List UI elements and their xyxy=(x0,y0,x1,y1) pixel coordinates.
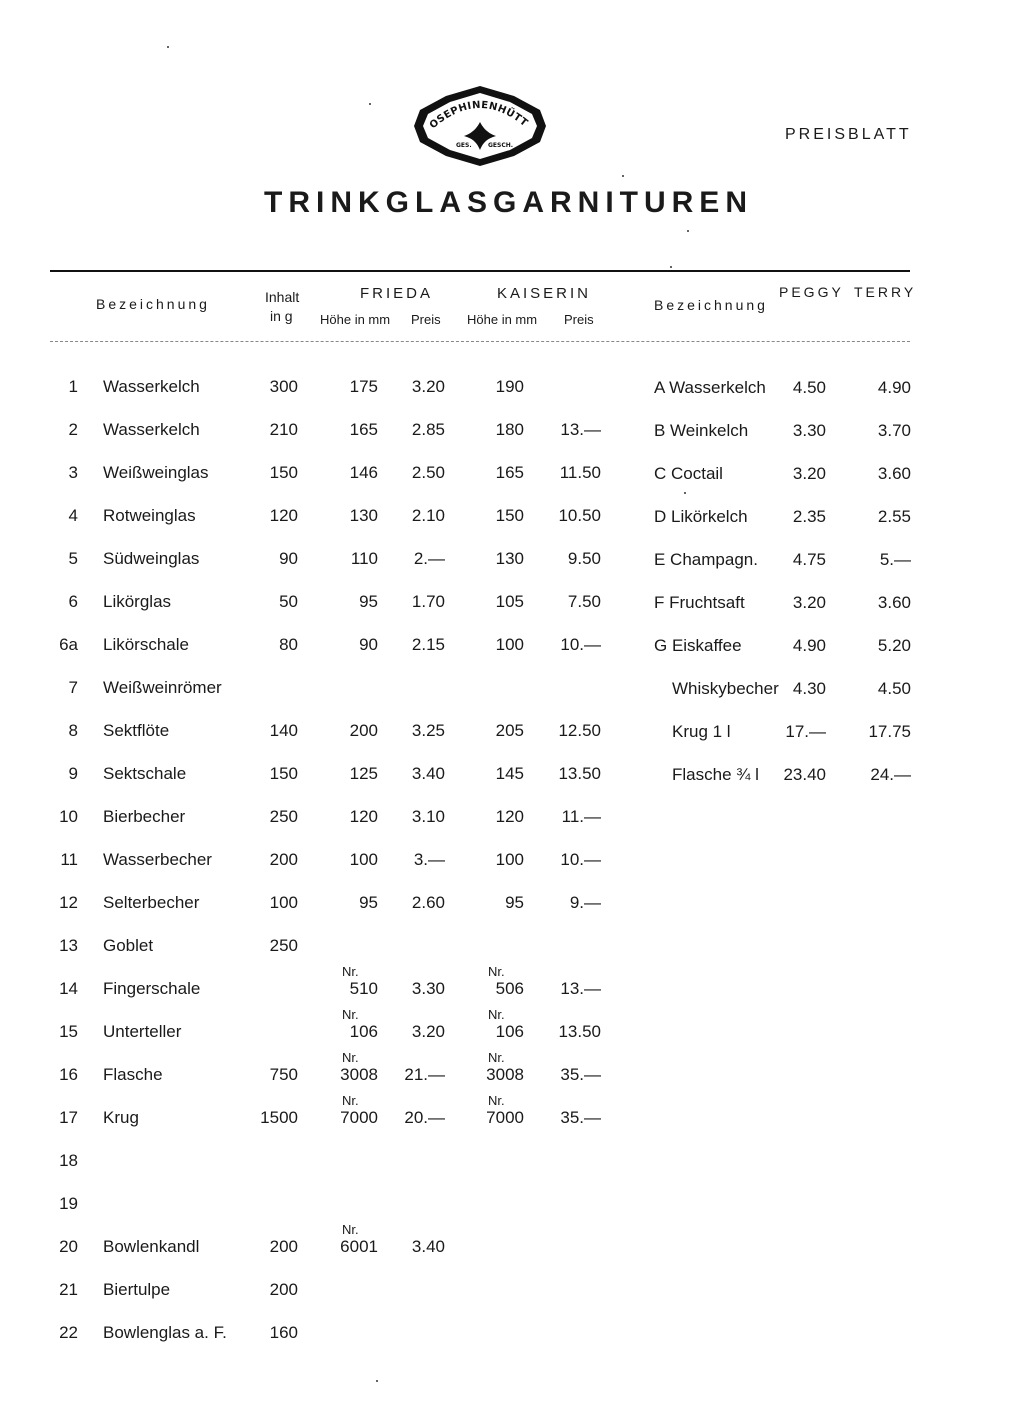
cell-inhalt: 200 xyxy=(269,1237,298,1256)
cell-name: E Champagn. xyxy=(654,550,758,569)
cell-f-hoehe: 106 xyxy=(349,1022,378,1041)
cell-inhalt: 250 xyxy=(269,936,298,955)
cell-nr-label: Nr. xyxy=(488,1093,505,1108)
cell-inhalt: 150 xyxy=(269,764,298,783)
header-separator xyxy=(50,341,910,342)
cell-peggy: 3.20 xyxy=(792,593,826,612)
cell-inhalt: 120 xyxy=(269,506,298,525)
cell-k-hoehe xyxy=(476,1279,524,1301)
cell-inhalt xyxy=(250,1021,298,1043)
cell-terry: 17.75 xyxy=(868,722,911,741)
cell-peggy: 3.20 xyxy=(792,464,826,483)
cell-name: Bowlenglas a. F. xyxy=(103,1323,227,1342)
cell-f-preis: 1.70 xyxy=(411,592,445,611)
cell-name: Wasserkelch xyxy=(103,420,200,439)
cell-peggy: 4.90 xyxy=(792,636,826,655)
cell-peggy: 4.30 xyxy=(792,679,826,698)
cell-f-preis: 2.— xyxy=(413,549,445,568)
cell-inhalt: 140 xyxy=(269,721,298,740)
cell-f-preis: 3.40 xyxy=(411,1237,445,1256)
cell-f-hoehe: 6001 xyxy=(340,1237,378,1256)
cell-peggy: 17.— xyxy=(785,722,826,741)
cell-k-preis xyxy=(548,1150,601,1172)
cell-k-preis: 9.50 xyxy=(567,549,601,568)
cell-k-hoehe xyxy=(476,1322,524,1344)
cell-k-preis: 10.— xyxy=(560,635,601,654)
cell-f-hoehe xyxy=(330,935,378,957)
cell-f-hoehe xyxy=(330,1322,378,1344)
cell-k-preis: 11.— xyxy=(561,807,601,826)
cell-name: Weißweinrömer xyxy=(103,678,222,697)
cell-f-hoehe: 3008 xyxy=(340,1065,378,1084)
cell-f-hoehe: 90 xyxy=(359,635,378,654)
cell-inhalt: 750 xyxy=(269,1065,298,1084)
cell-inhalt xyxy=(250,677,298,699)
cell-name: D Likörkelch xyxy=(654,507,748,526)
header-terry: TERRY xyxy=(854,284,917,300)
cell-k-hoehe: 106 xyxy=(495,1022,524,1041)
cell-no: 14 xyxy=(59,979,78,998)
cell-f-hoehe: 510 xyxy=(349,979,378,998)
cell-name: Goblet xyxy=(103,936,154,955)
cell-f-preis: 3.20 xyxy=(411,377,445,396)
cell-k-hoehe: 100 xyxy=(495,850,524,869)
cell-no: 16 xyxy=(59,1065,78,1084)
cell-k-preis: 10.— xyxy=(560,850,601,869)
cell-peggy: 2.35 xyxy=(792,507,826,526)
cell-f-preis xyxy=(400,1322,445,1344)
cell-inhalt: 90 xyxy=(279,549,298,568)
cell-f-preis: 2.10 xyxy=(411,506,445,525)
cell-nr-label: Nr. xyxy=(488,1050,505,1065)
cell-k-preis: 9.— xyxy=(569,893,601,912)
cell-f-hoehe: 200 xyxy=(349,721,378,740)
cell-f-hoehe: 100 xyxy=(349,850,378,869)
cell-f-hoehe: 125 xyxy=(349,764,378,783)
header-right-bezeichnung: Bezeichnung xyxy=(654,297,768,313)
cell-f-hoehe xyxy=(330,1279,378,1301)
header-kaiserin-hoehe: Höhe in mm xyxy=(467,312,538,327)
header-frieda: FRIEDA xyxy=(360,285,434,302)
cell-name: Wasserkelch xyxy=(103,377,200,396)
cell-f-preis: 20.— xyxy=(404,1108,445,1127)
cell-f-hoehe xyxy=(330,1193,378,1215)
header-inhalt-unit: in g xyxy=(270,308,293,324)
cell-no: 1 xyxy=(68,377,78,396)
cell-k-preis xyxy=(548,935,601,957)
cell-k-preis: 12.50 xyxy=(558,721,601,740)
cell-inhalt: 300 xyxy=(269,377,298,396)
logo-text-top: OSEPHINENHÜTT xyxy=(427,99,530,132)
cell-f-preis: 3.10 xyxy=(411,807,445,826)
header-kaiserin-preis: Preis xyxy=(564,312,594,327)
cell-inhalt: 80 xyxy=(279,635,298,654)
cell-terry: 4.50 xyxy=(877,679,911,698)
cell-f-preis: 2.60 xyxy=(411,893,445,912)
speck xyxy=(167,46,169,48)
speck xyxy=(622,175,624,177)
cell-k-hoehe: 180 xyxy=(495,420,524,439)
cell-name: Unterteller xyxy=(103,1022,182,1041)
cell-k-preis: 13.— xyxy=(560,420,601,439)
cell-f-hoehe: 95 xyxy=(359,592,378,611)
cell-f-preis: 3.40 xyxy=(411,764,445,783)
cell-k-preis xyxy=(548,677,601,699)
cell-peggy: 4.75 xyxy=(792,550,826,569)
cell-no: 3 xyxy=(68,463,78,482)
cell-k-preis xyxy=(548,1193,601,1215)
cell-k-hoehe: 3008 xyxy=(486,1065,524,1084)
cell-f-preis: 2.85 xyxy=(411,420,445,439)
cell-inhalt: 100 xyxy=(269,893,298,912)
header-frieda-hoehe: Höhe in mm xyxy=(320,312,391,327)
cell-name: Südweinglas xyxy=(103,549,200,568)
speck xyxy=(687,230,689,232)
cell-terry: 5.20 xyxy=(877,636,911,655)
cell-name: C Coctail xyxy=(654,464,723,483)
cell-f-preis: 3.— xyxy=(413,850,445,869)
cell-terry: 2.55 xyxy=(877,507,911,526)
cell-f-preis: 3.20 xyxy=(411,1022,445,1041)
cell-f-preis xyxy=(400,677,445,699)
cell-no: 2 xyxy=(68,420,78,439)
cell-f-preis: 3.25 xyxy=(411,721,445,740)
cell-name: Wasserbecher xyxy=(103,850,212,869)
cell-terry: 5.— xyxy=(879,550,911,569)
cell-inhalt: 250 xyxy=(269,807,298,826)
cell-nr-label: Nr. xyxy=(342,1050,359,1065)
cell-inhalt: 50 xyxy=(279,592,298,611)
cell-terry: 3.60 xyxy=(877,593,911,612)
cell-k-preis: 13.— xyxy=(560,979,601,998)
cell-f-preis xyxy=(400,1150,445,1172)
cell-k-hoehe: 100 xyxy=(495,635,524,654)
cell-f-preis: 2.15 xyxy=(411,635,445,654)
cell-no: 19 xyxy=(59,1194,78,1213)
cell-nr-label: Nr. xyxy=(342,1093,359,1108)
cell-k-preis: 35.— xyxy=(560,1108,601,1127)
cell-k-hoehe xyxy=(476,1193,524,1215)
cell-name: Rotweinglas xyxy=(103,506,196,525)
cell-no: 20 xyxy=(59,1237,78,1256)
cell-name: Whiskybecher xyxy=(672,679,779,698)
cell-k-hoehe: 190 xyxy=(495,377,524,396)
cell-name xyxy=(103,1193,263,1215)
header-rule xyxy=(50,270,910,272)
cell-name: Bierbecher xyxy=(103,807,186,826)
cell-k-preis: 35.— xyxy=(560,1065,601,1084)
cell-name: Krug 1 l xyxy=(672,722,731,741)
cell-k-hoehe xyxy=(476,1236,524,1258)
cell-k-preis xyxy=(548,376,601,398)
cell-nr-label: Nr. xyxy=(342,1007,359,1022)
speck xyxy=(369,103,371,105)
josephinenhuette-logo xyxy=(410,84,550,168)
cell-no: 7 xyxy=(68,678,78,697)
cell-inhalt: 150 xyxy=(269,463,298,482)
cell-no: 9 xyxy=(68,764,78,783)
cell-nr-label: Nr. xyxy=(488,964,505,979)
cell-no: 13 xyxy=(59,936,78,955)
cell-name: Krug xyxy=(103,1108,139,1127)
cell-name: Sektschale xyxy=(103,764,187,783)
cell-k-preis xyxy=(548,1236,601,1258)
cell-f-hoehe xyxy=(330,677,378,699)
cell-name: Weißweinglas xyxy=(103,463,209,482)
cell-k-hoehe: 95 xyxy=(505,893,524,912)
cell-k-preis: 10.50 xyxy=(558,506,601,525)
cell-no: 6 xyxy=(68,592,78,611)
cell-f-hoehe: 120 xyxy=(349,807,378,826)
cell-k-preis: 11.50 xyxy=(559,463,601,482)
cell-name: F Fruchtsaft xyxy=(654,593,745,612)
cell-f-hoehe: 130 xyxy=(349,506,378,525)
cell-terry: 3.70 xyxy=(877,421,911,440)
cell-nr-label: Nr. xyxy=(488,1007,505,1022)
cell-terry: 4.90 xyxy=(877,378,911,397)
preisblatt-label: PREISBLATT xyxy=(785,126,912,143)
page-title: TRINKGLASGARNITUREN xyxy=(264,186,753,219)
cell-no: 12 xyxy=(59,893,78,912)
cell-name: Flasche ¾ l xyxy=(672,765,759,784)
cell-k-preis: 13.50 xyxy=(558,764,601,783)
cell-name: B Weinkelch xyxy=(654,421,749,440)
cell-k-preis: 7.50 xyxy=(567,592,601,611)
cell-inhalt xyxy=(250,1193,298,1215)
cell-f-hoehe: 146 xyxy=(349,463,378,482)
cell-f-hoehe: 95 xyxy=(359,893,378,912)
cell-k-hoehe: 105 xyxy=(495,592,524,611)
cell-f-hoehe: 110 xyxy=(350,549,378,568)
cell-terry: 3.60 xyxy=(877,464,911,483)
cell-k-hoehe: 145 xyxy=(495,764,524,783)
cell-peggy: 3.30 xyxy=(792,421,826,440)
cell-k-hoehe xyxy=(476,677,524,699)
cell-name: Flasche xyxy=(103,1065,163,1084)
cell-f-hoehe: 165 xyxy=(349,420,378,439)
cell-f-hoehe: 7000 xyxy=(340,1108,378,1127)
cell-name: Likörschale xyxy=(103,635,189,654)
cell-k-hoehe: 506 xyxy=(495,979,524,998)
speck xyxy=(376,1380,378,1382)
cell-k-hoehe xyxy=(476,1150,524,1172)
cell-name: G Eiskaffee xyxy=(654,636,742,655)
cell-no: 5 xyxy=(68,549,78,568)
cell-nr-label: Nr. xyxy=(342,1222,359,1237)
cell-f-preis xyxy=(400,1279,445,1301)
logo-text-ges: GES. xyxy=(456,142,472,149)
cell-inhalt: 160 xyxy=(269,1323,298,1342)
cell-no: 10 xyxy=(59,807,78,826)
cell-no: 22 xyxy=(59,1323,78,1342)
cell-k-hoehe xyxy=(476,935,524,957)
cell-no: 11 xyxy=(60,850,78,869)
cell-k-hoehe: 120 xyxy=(495,807,524,826)
cell-no: 4 xyxy=(68,506,78,525)
cell-terry: 24.— xyxy=(870,765,911,784)
header-bezeichnung: Bezeichnung xyxy=(96,296,210,312)
cell-no: 6a xyxy=(59,635,78,654)
cell-no: 17 xyxy=(59,1108,78,1127)
cell-k-preis xyxy=(548,1279,601,1301)
cell-name: A Wasserkelch xyxy=(654,378,766,397)
cell-name: Fingerschale xyxy=(103,979,201,998)
cell-no: 18 xyxy=(59,1151,78,1170)
cell-k-preis xyxy=(548,1322,601,1344)
cell-f-preis: 21.— xyxy=(404,1065,445,1084)
speck xyxy=(684,492,686,494)
cell-inhalt xyxy=(250,1150,298,1172)
cell-inhalt: 200 xyxy=(269,850,298,869)
header-kaiserin: KAISERIN xyxy=(497,285,592,302)
cell-k-hoehe: 150 xyxy=(495,506,524,525)
cell-inhalt: 210 xyxy=(269,420,298,439)
cell-f-preis xyxy=(400,1193,445,1215)
cell-k-hoehe: 165 xyxy=(495,463,524,482)
cell-inhalt xyxy=(250,978,298,1000)
cell-name xyxy=(103,1150,263,1172)
cell-name: Biertulpe xyxy=(103,1280,171,1299)
cell-peggy: 4.50 xyxy=(792,378,826,397)
cell-f-preis: 2.50 xyxy=(411,463,445,482)
cell-k-preis: 13.50 xyxy=(558,1022,601,1041)
cell-inhalt: 200 xyxy=(269,1280,298,1299)
cell-k-hoehe: 7000 xyxy=(486,1108,524,1127)
header-frieda-preis: Preis xyxy=(411,312,441,327)
speck xyxy=(670,266,672,268)
cell-no: 15 xyxy=(59,1022,78,1041)
cell-f-preis xyxy=(400,935,445,957)
cell-inhalt: 1500 xyxy=(260,1108,298,1127)
cell-name: Sektflöte xyxy=(103,721,170,740)
header-inhalt: Inhalt xyxy=(265,289,300,305)
cell-f-hoehe: 175 xyxy=(349,377,378,396)
cell-name: Selterbecher xyxy=(103,893,200,912)
cell-no: 21 xyxy=(59,1280,78,1299)
cell-k-hoehe: 205 xyxy=(495,721,524,740)
cell-nr-label: Nr. xyxy=(342,964,359,979)
logo-text-gesch: GESCH. xyxy=(488,142,514,149)
cell-f-hoehe xyxy=(330,1150,378,1172)
cell-name: Likörglas xyxy=(103,592,172,611)
cell-f-preis: 3.30 xyxy=(411,979,445,998)
cell-peggy: 23.40 xyxy=(783,765,826,784)
header-peggy: PEGGY xyxy=(779,284,844,300)
cell-no: 8 xyxy=(68,721,78,740)
cell-name: Bowlenkandl xyxy=(103,1237,200,1256)
cell-k-hoehe: 130 xyxy=(495,549,524,568)
